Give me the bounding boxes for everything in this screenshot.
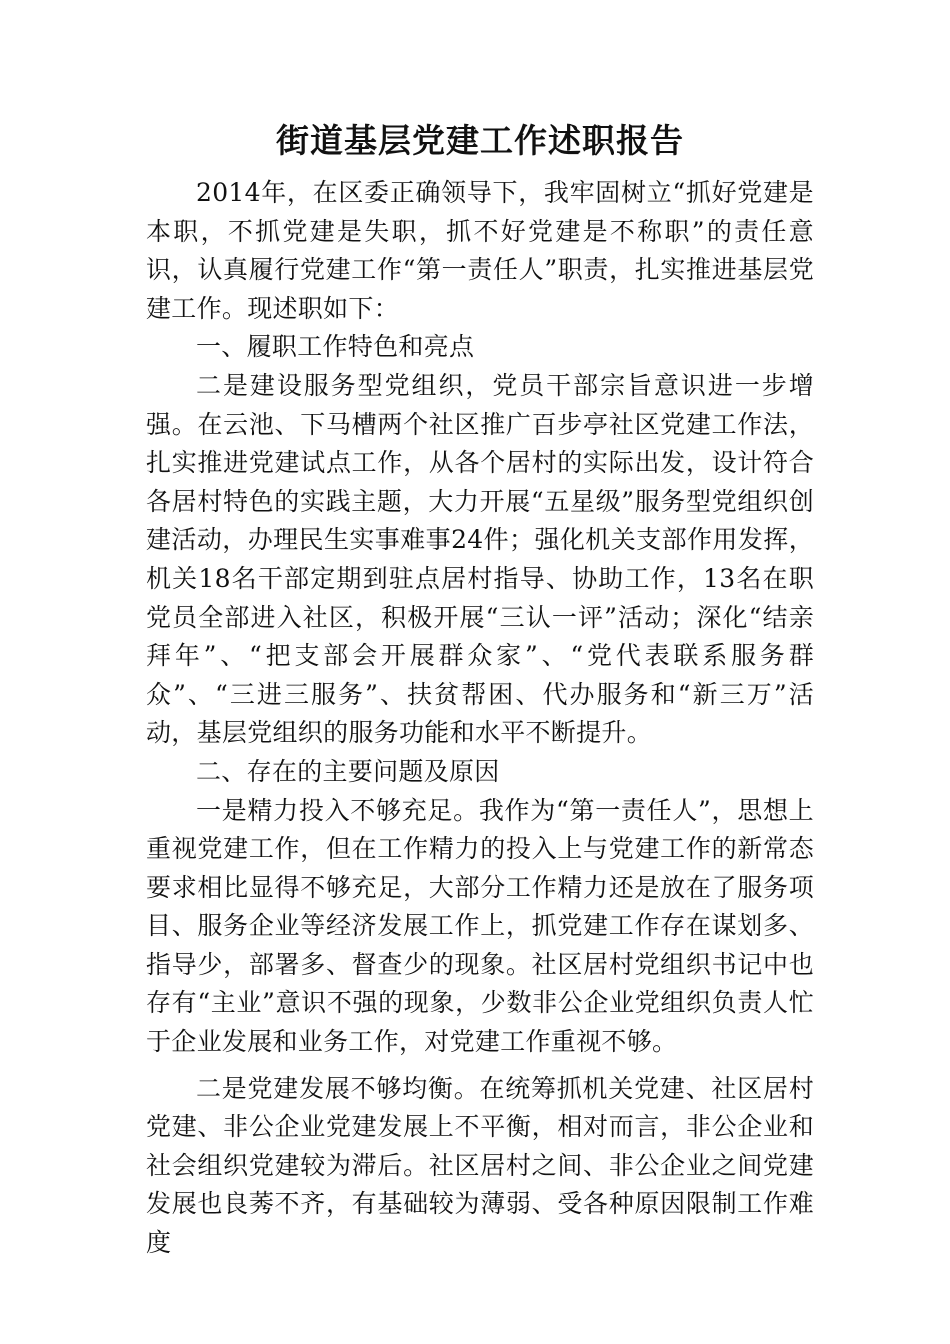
document-body [146,118,814,1263]
section-heading-highlights: 一、履职工作特色和亮点 [196,332,475,362]
section-heading-problems: 二、存在的主要问题及原因 [196,756,500,786]
document-title: 街道基层党建工作述职报告 [276,121,684,160]
paragraph-intro: 2014年，在区委正确领导下，我牢固树立“抓好党建是本职，不抓党建是失职，抓不好党建是不称职”的责任意识，认真履行党建工作“第一责任人”职责，扎实推进基层党建工作。现述职如下： [146,178,814,323]
paragraph-service-party-organization: 二是建设服务型党组织，党员干部宗旨意识进一步增强。在云池、下马槽两个社区推广百步亭社区党建工作法，扎实推进党建试点工作，从各个居村的实际出发，设计符合各居村特色的实践主题，大力开展“五星级”服务型党组织创建活动，办理民生实事难事24件；强化机关支部作用发挥，机关18名干部定期到驻点居村指导、协助工作，13名在职党员全部进入社区，积极开展“三认一评”活动；深化“结亲拜年”、“把支部会开展群众家”、“党代表联系服务群众”、“三进三服务”、扶贫帮困、代办服务和“新三万”活动，基层党组织的服务功能和水平不断提升。 [146,370,814,748]
paragraph-insufficient-effort: 一是精力投入不够充足。我作为“第一责任人”，思想上重视党建工作，但在工作精力的投入上与党建工作的新常态要求相比显得不够充足，大部分工作精力还是放在了服务项目、服务企业等经济发展工作上，抓党建工作存在谋划多、指导少，部署多、督查少的现象。社区居村党组织书记中也存有“主业”意识不强的现象，少数非公企业党组织负责人忙于企业发展和业务工作，对党建工作重视不够。 [146,795,814,1057]
paragraph-unbalanced-development: 二是党建发展不够均衡。在统筹抓机关党建、社区居村党建、非公企业党建发展上不平衡，相对而言，非公企业和社会组织党建较为滞后。社区居村之间、非公企业之间党建发展也良莠不齐，有基础较为薄弱、受各种原因限制工作难度 [146,1073,814,1258]
